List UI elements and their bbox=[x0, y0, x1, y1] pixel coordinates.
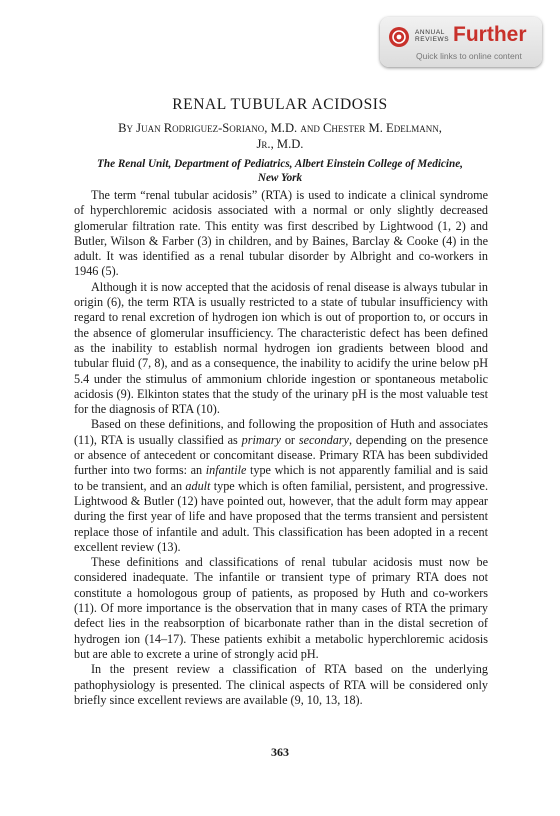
author-byline bbox=[90, 120, 470, 152]
paragraph-text: These definitions and classifications of renal tubular acidosis must now be considered inadequate. The infantile or transient type of primary RTA does not constitute a homologous group of patients, as proposed by Huth and co-workers (11). Of more importance is the observation that in many cases of RTA the primary defect lies in the reabsorption of bicarbonate rather than in the distal secretion of hydrogen ion (14–17). These patients exhibit a metabolic hyperchloremic acidosis but are able to excrete a urine of strongly acid pH. bbox=[74, 555, 488, 661]
paragraph-text: The term “renal tubular acidosis” (RTA) is used to indicate a clinical syndrome of hyperchloremic acidosis associated with a normal or only slightly decreased glomerular filtration rate. This entity was first described by Lightwood (1, 2) and Butler, Wilson & Farber (3) in children, and by Baines, Barclay & Cooke (4) in the adult. It was identified as a renal tubular disorder by Albright and co-workers in 1946 (5). bbox=[74, 188, 488, 279]
body-paragraph bbox=[74, 555, 488, 662]
badge-subtitle: Quick links to online content bbox=[416, 51, 522, 61]
paragraph-text: type which is often familial, persistent, and progressive. Lightwood & Butler (12) have pointed out, however, that the adult form may appear during the first year of life and have proposed that the terms transient and persistent replace those of infantile and adult. This classification has been adopted in a recent excellent review (13). bbox=[74, 478, 488, 554]
paragraph-text: type which is not apparently familial and is said to be transient, and an bbox=[74, 463, 488, 493]
page-number: 363 bbox=[271, 745, 289, 759]
badge-annual-label: ANNUAL bbox=[415, 29, 445, 36]
paragraph-text: , depending on the presence or absence of antecedent or concomitant disease. Primary RTA has been subdivided further into two forms: an bbox=[74, 432, 488, 478]
affiliation-line-1: The Renal Unit, Department of Pediatrics, Albert Einstein College of Medicine, bbox=[97, 158, 463, 170]
author-line-2: Jr., M.D. bbox=[256, 137, 304, 151]
paragraph-text: Although it is now accepted that the acidosis of renal disease is always tubular in origin (6), the term RTA is usually restricted to a state of tubular insufficiency with regard to renal excretion of hydrogen ion which is out of proportion to, or occurs in the absence of glomerular insufficiency. The characteristic defect has been defined as the inability to establish normal hydrogen ion gradients between blood and tubular fluid (7, 8), and as a consequence, the inability to acidify the urine below pH 5.4 under the stimulus of ammonium chloride ingestion or spontaneous metabolic acidosis (9). Elkinton states that the study of the urinary pH is the most valuable test for the diagnosis of RTA (10). bbox=[74, 279, 488, 417]
body-paragraph bbox=[74, 188, 488, 280]
paragraph-text: Based on these definitions, and following the proposition of Huth and associates (11), RTA is usually classified as bbox=[74, 417, 488, 447]
affiliation-line-2: New York bbox=[257, 172, 303, 184]
badge-further-label: Further bbox=[453, 23, 527, 46]
body-paragraph bbox=[74, 417, 488, 555]
body-paragraph bbox=[74, 662, 488, 708]
annual-reviews-logo-icon bbox=[389, 27, 409, 47]
author-line-1: By Juan Rodriguez-Soriano, M.D. and Chester M. Edelmann, bbox=[118, 121, 442, 135]
article-title: RENAL TUBULAR ACIDOSIS bbox=[172, 96, 388, 113]
body-paragraph bbox=[74, 280, 488, 418]
emphasized-term: adult bbox=[185, 478, 211, 493]
paragraph-text: or bbox=[280, 432, 299, 447]
emphasized-term: primary bbox=[241, 432, 281, 447]
badge-reviews-label: REVIEWS bbox=[415, 36, 450, 43]
article-body bbox=[74, 188, 488, 708]
emphasized-term: infantile bbox=[205, 463, 247, 478]
paragraph-text: In the present review a classification of RTA based on the underlying pathophysiology is presented. The clinical aspects of RTA will be considered only briefly since excellent reviews are available (9, 10, 13, 18). bbox=[74, 662, 488, 707]
author-affiliation bbox=[80, 157, 480, 185]
further-links-badge[interactable] bbox=[380, 17, 542, 67]
emphasized-term: secondary bbox=[298, 432, 349, 447]
